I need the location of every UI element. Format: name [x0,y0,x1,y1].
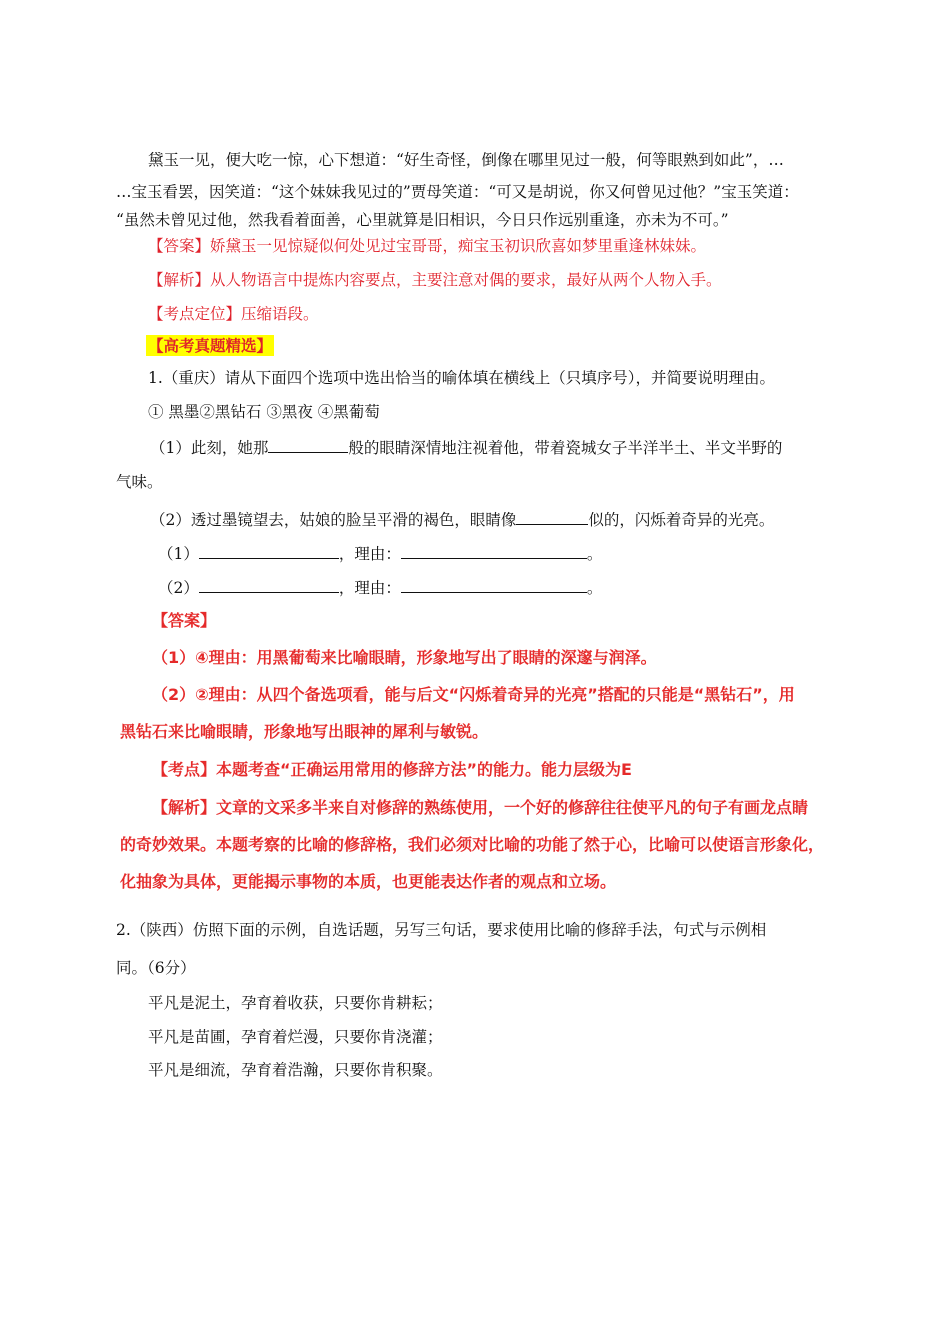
q2-example: 平凡是泥土，孕育着收获，只要你肯耕耘； [148,994,443,1012]
answer-line [148,236,706,256]
fill-end: 。 [586,579,603,597]
sentence-blank [516,508,588,525]
q1-fill-line-1 [158,542,602,564]
fill-reason-label: ，理由： [338,545,401,563]
section-heading [146,336,274,356]
q2-example: 平凡是苗圃，孕育着烂漫，只要你肯浇灌； [148,1028,443,1046]
sentence-blank [268,436,348,453]
point-line [148,304,319,324]
sentence-text: 似的，闪烁着奇异的光亮。 [588,511,775,529]
fill-blank [401,542,587,559]
q1-answer-1: （1）④理由：用黑葡萄来比喻眼睛，形象地写出了眼睛的深邃与润泽。 [152,648,657,667]
fill-blank [199,542,339,559]
q1-sentence-1-cont: 气味。 [116,473,163,491]
sentence-text: （1）此刻，她那 [150,439,269,457]
point-text: 压缩语段。 [241,305,319,323]
fill-blank [199,576,339,593]
q1-point: 【考点】本题考查“正确运用常用的修辞方法”的能力。能力层级为E [152,760,632,779]
passage-line: …宝玉看罢，因笑道：“这个妹妹我见过的”贾母笑道：“可又是胡说，你又何曾见过他？”宝玉笑道： [116,183,799,201]
passage-line: “虽然未曾见过他，然我看着面善，心里就算是旧相识，今日只作远别重逢，亦未为不可。” [116,211,729,229]
sentence-text: （2）透过墨镜望去，姑娘的脸呈平滑的褐色，眼睛像 [150,511,517,529]
fill-blank [401,576,587,593]
q1-answer-2-cont: 黑钻石来比喻眼睛，形象地写出眼神的犀利与敏锐。 [120,722,489,741]
analysis-line [148,270,722,290]
q1-options: ① 黑墨②黑钻石 ③黑夜 ④黑葡萄 [148,403,380,421]
fill-reason-label: ，理由： [338,579,401,597]
point-tag: 【考点定位】 [148,305,242,323]
q1-fill-line-2 [158,576,602,598]
q1-sentence-1 [150,436,782,458]
q1-answer-2: （2）②理由：从四个备选项看，能与后文“闪烁着奇异的光亮”搭配的只能是“黑钻石”，用 [152,685,795,704]
q1-analysis-cont: 化抽象为具体，更能揭示事物的本质，也更能表达作者的观点和立场。 [120,872,617,891]
analysis-tag: 【解析】 [148,271,211,289]
q2-stem-cont: 同。（6分） [116,959,196,977]
q2-stem: 2.（陕西）仿照下面的示例，自选话题，另写三句话，要求使用比喻的修辞手法，句式与示例相 [116,921,767,939]
q1-analysis-cont: 的奇妙效果。本题考察的比喻的修辞格，我们必须对比喻的功能了然于心，比喻可以使语言形象化， [120,835,825,854]
fill-number: （1） [158,545,199,563]
sentence-text: 般的眼睛深情地注视着他，带着瓷城女子半洋半土、半文半野的 [348,439,783,457]
q1-answer-tag: 【答案】 [152,611,217,630]
q1-stem: 1.（重庆）请从下面四个选项中选出恰当的喻体填在横线上（只填序号），并简要说明理由。 [148,369,776,387]
fill-number: （2） [158,579,199,597]
fill-end: 。 [586,545,603,563]
q1-analysis: 【解析】文章的文采多半来自对修辞的熟练使用，一个好的修辞往往使平凡的句子有画龙点睛 [152,798,809,817]
q1-sentence-2 [150,508,774,530]
q2-example: 平凡是细流，孕育着浩瀚，只要你肯积聚。 [148,1061,443,1079]
passage-line: 黛玉一见，便大吃一惊，心下想道：“好生奇怪，倒像在哪里见过一般，何等眼熟到如此”，… [148,151,784,169]
answer-tag: 【答案】 [148,237,211,255]
analysis-text: 从人物语言中提炼内容要点，主要注意对偶的要求，最好从两个人物入手。 [210,271,722,289]
section-heading-label: 【高考真题精选】 [148,336,273,355]
answer-text: 娇黛玉一见惊疑似何处见过宝哥哥，痴宝玉初识欣喜如梦里重逢林妹妹。 [210,237,707,255]
